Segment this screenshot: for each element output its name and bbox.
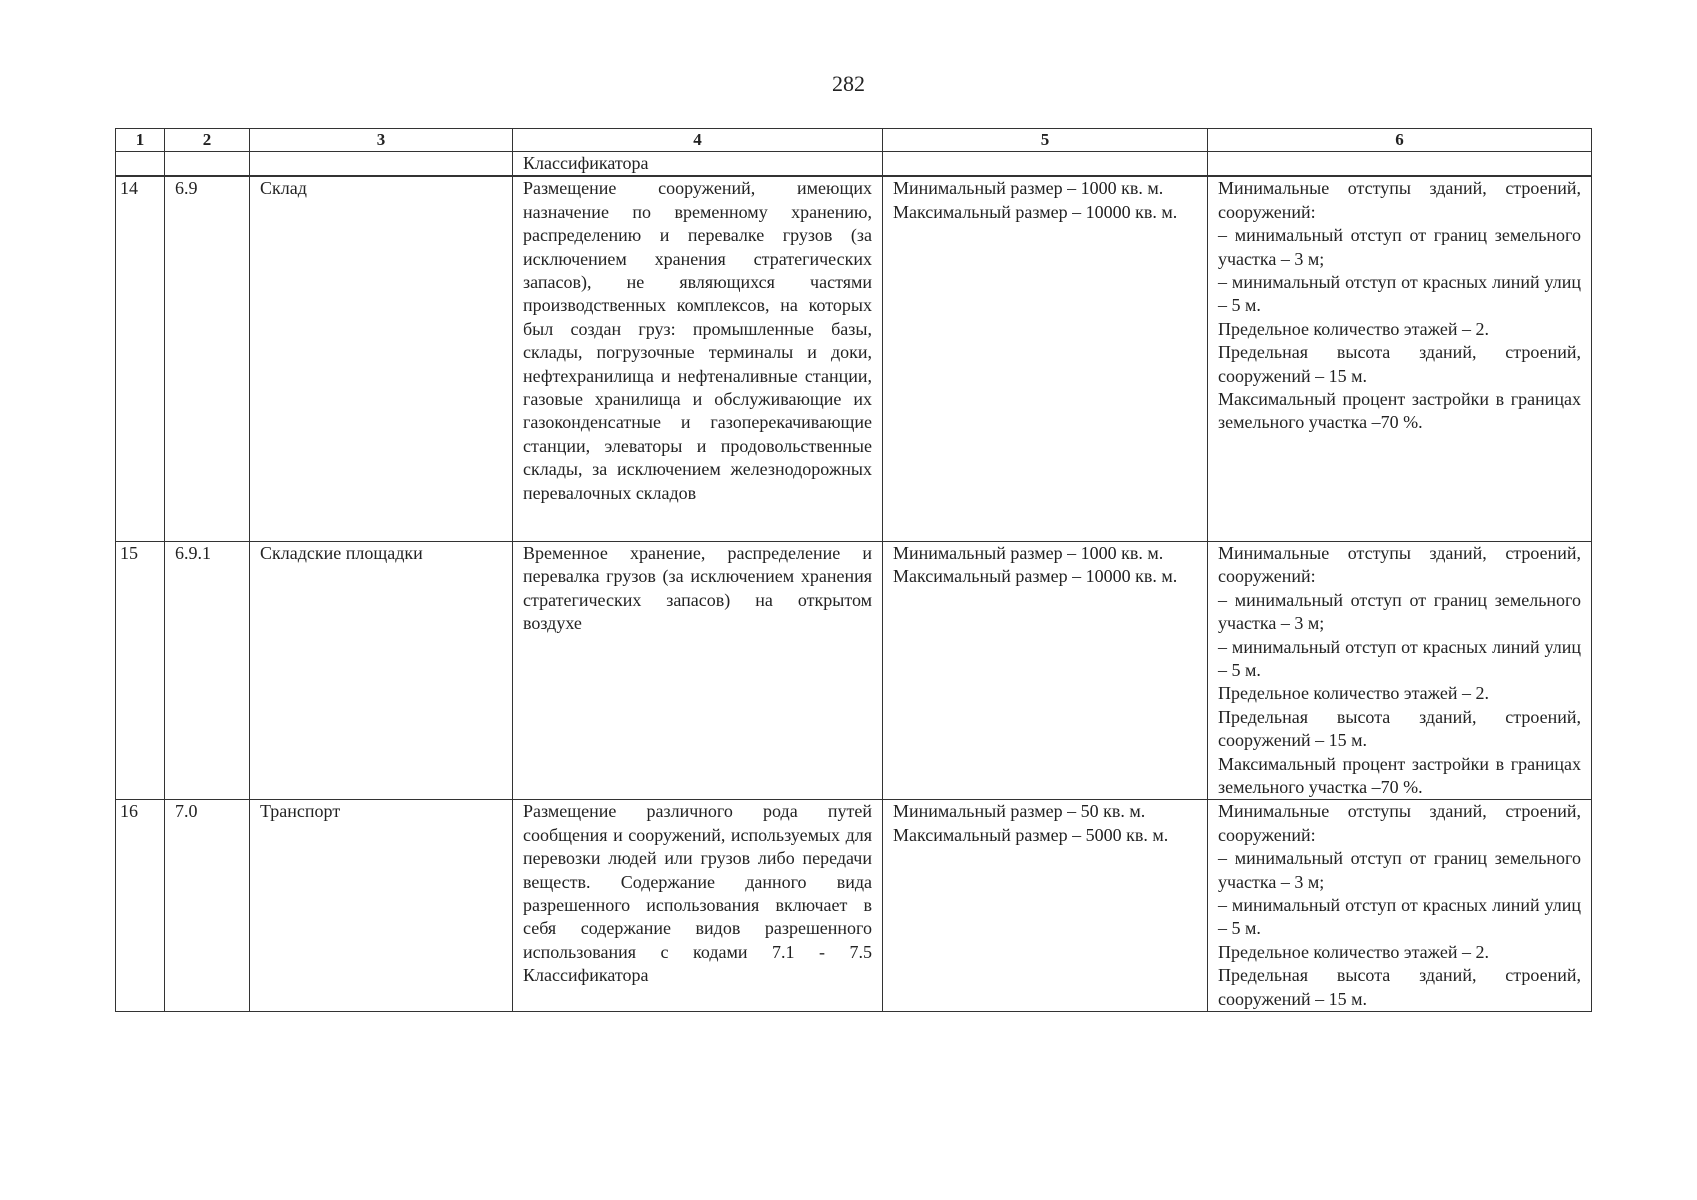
row-number: 14 bbox=[116, 176, 165, 541]
row-number: 15 bbox=[116, 541, 165, 799]
plot-size-cell bbox=[883, 800, 1208, 1012]
parameters-cell bbox=[1208, 176, 1592, 541]
row-number: 16 bbox=[116, 800, 165, 1012]
plot-size-min: Минимальный размер – 50 кв. м. bbox=[893, 801, 1146, 822]
plot-size-min: Минимальный размер – 1000 кв. м. bbox=[893, 178, 1164, 199]
parameter-line: – минимальный отступ от границ земельного участка – 3 м; bbox=[1218, 589, 1581, 634]
parameter-line: Предельное количество этажей – 2. bbox=[1218, 683, 1489, 704]
column-header-2: 2 bbox=[165, 129, 250, 152]
column-header-1: 1 bbox=[116, 129, 165, 152]
continuation-cell-3 bbox=[250, 152, 513, 177]
parameter-line: – минимальный отступ от границ земельного участка – 3 м; bbox=[1218, 848, 1581, 892]
table-row bbox=[116, 541, 1592, 799]
parameter-line: Максимальный процент застройки в границах земельного участка –70 %. bbox=[1218, 389, 1581, 433]
continuation-cell-5 bbox=[883, 152, 1208, 177]
use-code: 6.9 bbox=[165, 176, 250, 541]
use-description: Временное хранение, распределение и перевалка грузов (за исключением хранения стратегических запасов) на открытом воздухе bbox=[513, 541, 883, 799]
parameter-line: Максимальный процент застройки в границах земельного участка –70 %. bbox=[1218, 753, 1581, 797]
continuation-row bbox=[116, 152, 1592, 177]
parameter-line: Предельная высота зданий, строений, сооружений – 15 м. bbox=[1218, 342, 1581, 386]
parameter-line: Предельная высота зданий, строений, сооружений – 15 м. bbox=[1218, 706, 1581, 751]
plot-size-cell bbox=[883, 541, 1208, 799]
plot-size-max: Максимальный размер – 5000 кв. м. bbox=[893, 824, 1169, 845]
parameter-line: – минимальный отступ от красных линий улиц – 5 м. bbox=[1218, 895, 1581, 939]
plot-size-min: Минимальный размер – 1000 кв. м. bbox=[893, 542, 1164, 563]
page-number: 282 bbox=[832, 71, 865, 96]
parameter-line: Предельное количество этажей – 2. bbox=[1218, 941, 1489, 962]
continuation-cell-6 bbox=[1208, 152, 1592, 177]
parameter-line: Предельное количество этажей – 2. bbox=[1218, 318, 1489, 339]
use-name: Склад bbox=[250, 176, 513, 541]
continuation-cell-1 bbox=[116, 152, 165, 177]
column-header-4: 4 bbox=[513, 129, 883, 152]
plot-size-max: Максимальный размер – 10000 кв. м. bbox=[893, 201, 1178, 222]
table-row bbox=[116, 800, 1592, 1012]
parameter-line: – минимальный отступ от красных линий улиц – 5 м. bbox=[1218, 272, 1581, 316]
parameter-line: Минимальные отступы зданий, строений, сооружений: bbox=[1218, 801, 1581, 845]
column-number-header-row bbox=[116, 129, 1592, 152]
parameter-line: Предельная высота зданий, строений, сооружений – 15 м. bbox=[1218, 965, 1581, 1009]
continuation-cell-4: Классификатора bbox=[513, 152, 883, 177]
use-name: Транспорт bbox=[250, 800, 513, 1012]
use-code: 6.9.1 bbox=[165, 541, 250, 799]
plot-size-cell bbox=[883, 176, 1208, 541]
parameter-line: Минимальные отступы зданий, строений, сооружений: bbox=[1218, 178, 1581, 222]
parameter-line: – минимальный отступ от границ земельного участка – 3 м; bbox=[1218, 225, 1581, 269]
use-description: Размещение различного рода путей сообщения и сооружений, используемых для перевозки людей или грузов либо передачи веществ. Содержание данного вида разрешенного использования включает в себя содержание видов разрешенного использования с кодами 7.1 - 7.5 Классификатора bbox=[513, 800, 883, 1012]
parameter-line: Минимальные отступы зданий, строений, сооружений: bbox=[1218, 542, 1581, 587]
column-header-6: 6 bbox=[1208, 129, 1592, 152]
column-header-3: 3 bbox=[250, 129, 513, 152]
continuation-cell-2 bbox=[165, 152, 250, 177]
parameters-cell bbox=[1208, 800, 1592, 1012]
plot-size-max: Максимальный размер – 10000 кв. м. bbox=[893, 566, 1178, 587]
use-code: 7.0 bbox=[165, 800, 250, 1012]
use-name: Складские площадки bbox=[250, 541, 513, 799]
regulations-table bbox=[115, 128, 1592, 1012]
parameter-line: – минимальный отступ от красных линий улиц – 5 м. bbox=[1218, 636, 1581, 680]
parameters-cell bbox=[1208, 541, 1592, 799]
column-header-5: 5 bbox=[883, 129, 1208, 152]
table-row bbox=[116, 176, 1592, 541]
use-description: Размещение сооружений, имеющих назначение по временному хранению, распределению и перевалке грузов (за исключением хранения стратегических запасов), не являющихся частями производственных комплексов, на которых был создан груз: промышленные базы, склады, погрузочные терминалы и доки, нефтехранилища и нефтеналивные станции, газовые хранилища и обслуживающие их газоконденсатные и газоперекачивающие станции, элеваторы и продовольственные склады, за исключением железнодорожных перевалочных складов bbox=[513, 176, 883, 541]
